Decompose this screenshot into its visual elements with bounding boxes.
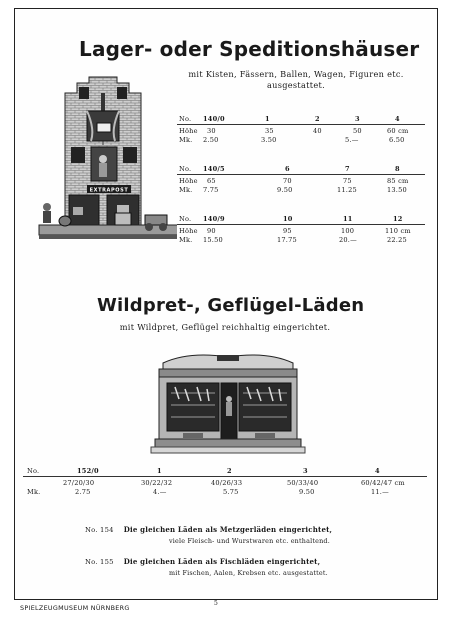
note-155 [85, 549, 425, 576]
price-cell: 11.— [371, 488, 389, 496]
dimension-cell: 30/22/32 [141, 479, 173, 487]
height-cell: 75 [343, 177, 352, 185]
size-cell: 1 [157, 467, 162, 475]
size-cell: 10 [283, 215, 293, 223]
price-cell: 15.50 [203, 236, 223, 244]
height-cell: 85 cm [387, 177, 409, 185]
note-text: Die gleichen Läden als Metzgerläden eingerichtet, [123, 525, 333, 534]
note-number: No. 155 [85, 558, 114, 566]
note-number: No. 154 [85, 526, 114, 534]
price-cell: 11.25 [337, 186, 357, 194]
article-number: 140/9 [203, 215, 225, 223]
label-mk: Mk. [27, 488, 41, 496]
dimension-cell: 40/26/33 [211, 479, 243, 487]
table-rule [177, 174, 425, 175]
size-cell: 7 [345, 165, 350, 173]
price-cell: 2.75 [75, 488, 91, 496]
note-text: Die gleichen Läden als Fischläden eingerichtet, [123, 557, 321, 566]
dimension-cell: 50/33/40 [287, 479, 319, 487]
size-cell: 8 [395, 165, 400, 173]
price-cell: 17.75 [277, 236, 297, 244]
note-detail: viele Fleisch- und Wurstwaren etc. enthaltend. [169, 537, 330, 545]
size-cell: 3 [303, 467, 308, 475]
label-hoehe: Höhe [179, 127, 198, 135]
table-rule [177, 124, 425, 125]
size-cell: 2 [315, 115, 320, 123]
price-cell: 3.50 [261, 136, 277, 144]
price-cell: 6.50 [389, 136, 405, 144]
label-mk: Mk. [179, 136, 193, 144]
price-cell: 2.50 [203, 136, 219, 144]
price-cell: 9.50 [277, 186, 293, 194]
price-cell: 5.75 [223, 488, 239, 496]
table-rule [23, 476, 427, 477]
height-cell: 110 cm [385, 227, 411, 235]
price-cell: 9.50 [299, 488, 315, 496]
shop-illustration [149, 349, 307, 457]
height-cell: 50 [353, 127, 362, 135]
article-number: 140/0 [203, 115, 225, 123]
height-cell: 70 [283, 177, 292, 185]
height-cell: 95 [283, 227, 292, 235]
label-no: No. [179, 115, 192, 123]
label-no: No. [179, 215, 192, 223]
dimension-cell: 60/42/47 cm [361, 479, 405, 487]
article-number: 140/5 [203, 165, 225, 173]
label-no: No. [27, 467, 40, 475]
height-cell: 40 [313, 127, 322, 135]
size-cell: 12 [393, 215, 403, 223]
price-cell: 13.50 [387, 186, 407, 194]
height-cell: 30 [207, 127, 216, 135]
price-cell: 4.— [153, 488, 167, 496]
size-cell: 6 [285, 165, 290, 173]
catalog-page [14, 8, 438, 600]
size-cell: 4 [375, 467, 380, 475]
article-number: 152/0 [77, 467, 99, 475]
section1-title: Lager- oder Speditionshäuser [79, 37, 420, 61]
size-cell: 2 [227, 467, 232, 475]
height-cell: 35 [265, 127, 274, 135]
table-rule [177, 224, 425, 225]
price-cell: 20.— [339, 236, 357, 244]
label-mk: Mk. [179, 236, 193, 244]
page-number: 5 [214, 600, 218, 607]
label-mk: Mk. [179, 186, 193, 194]
height-cell: 100 [341, 227, 355, 235]
label-hoehe: Höhe [179, 227, 198, 235]
section2-title: Wildpret-, Geflügel-Läden [97, 295, 365, 316]
warehouse-illustration [17, 75, 177, 281]
section1-subtitle-line1: mit Kisten, Fässern, Ballen, Wagen, Figuren etc. [188, 69, 404, 79]
size-cell: 4 [395, 115, 400, 123]
height-cell: 90 [207, 227, 216, 235]
note-detail: mit Fischen, Aalen, Krebsen etc. ausgestattet. [169, 569, 328, 577]
price-cell: 5.— [345, 136, 359, 144]
footer-credit: SPIELZEUGMUSEUM NÜRNBERG [20, 604, 130, 612]
dimension-cell: 27/20/30 [63, 479, 95, 487]
price-cell: 7.75 [203, 186, 219, 194]
section2-subtitle: mit Wildpret, Geflügel reichhaltig eingerichtet. [119, 322, 331, 332]
price-cell: 22.25 [387, 236, 407, 244]
size-cell: 1 [265, 115, 270, 123]
height-cell: 65 [207, 177, 216, 185]
size-cell: 11 [343, 215, 353, 223]
note-154 [85, 517, 425, 544]
label-hoehe: Höhe [179, 177, 198, 185]
section1-subtitle-line2: ausgestattet. [266, 80, 326, 90]
height-cell: 60 cm [387, 127, 409, 135]
section2-price-table [23, 467, 429, 507]
section1-price-tables [177, 115, 427, 265]
label-no: No. [179, 165, 192, 173]
shop-sign-text: EXTRAPOST [89, 187, 129, 194]
size-cell: 3 [355, 115, 360, 123]
